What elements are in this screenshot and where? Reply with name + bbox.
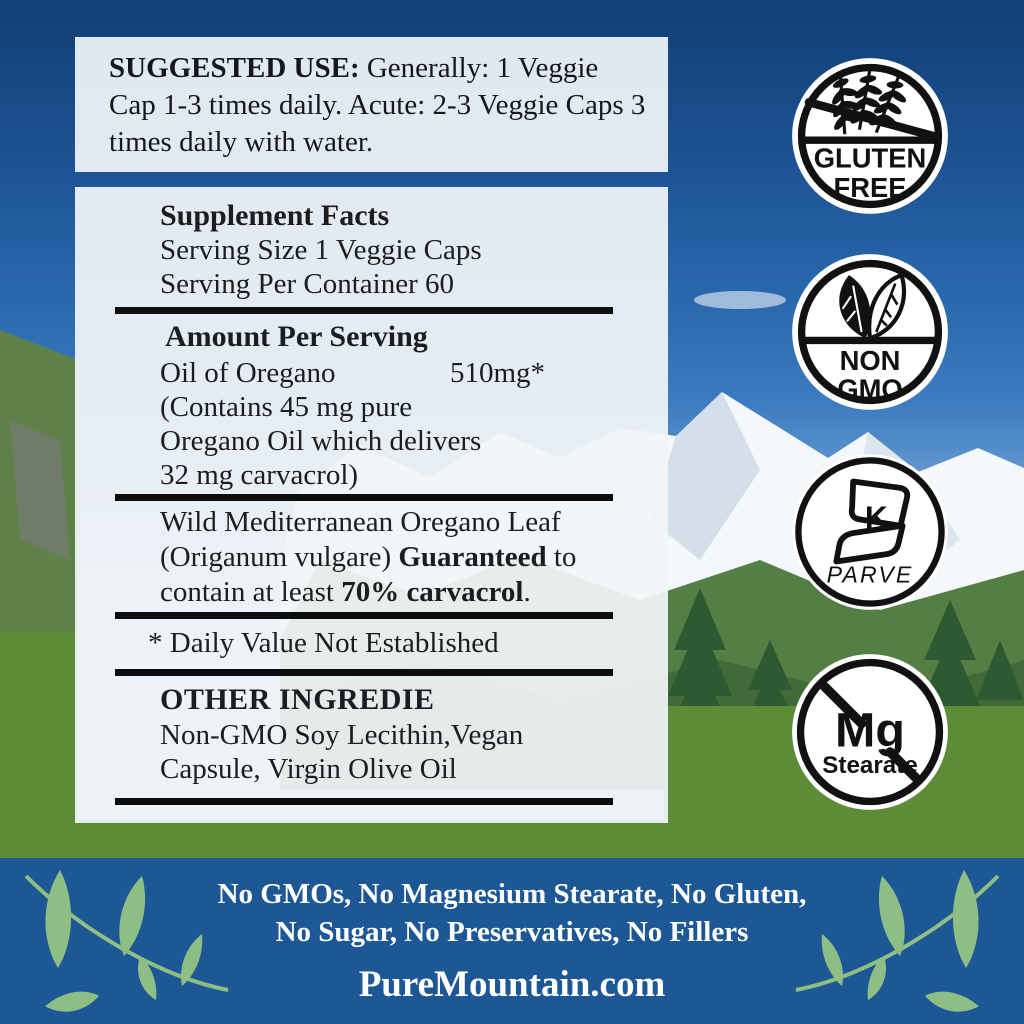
footer-claims-line-1: No GMOs, No Magnesium Stearate, No Gluten, [217, 878, 807, 910]
non-gmo-label-1: NON [839, 344, 901, 376]
ingredient-detail-line: (Contains 45 mg pure [160, 391, 413, 423]
ingredient-detail-line: 32 mg carvacrol) [160, 459, 359, 491]
guarantee-bold: 70% carvacrol [341, 576, 524, 608]
separator-bar [115, 798, 613, 805]
other-ingredients-line: Non-GMO Soy Lecithin,Vegan [160, 719, 524, 751]
separator-bar [115, 612, 613, 619]
kosher-k-letter: K [864, 498, 888, 535]
no-magnesium-stearate-badge [790, 652, 950, 812]
footer-claims-line-2: No Sugar, No Preservatives, No Fillers [275, 916, 749, 948]
suggested-use-label: SUGGESTED USE: [109, 52, 360, 84]
separator-bar [115, 669, 613, 676]
leaf-branch-icon [6, 868, 246, 1018]
suggested-use-box [75, 37, 668, 172]
leaf-branch-icon [778, 868, 1018, 1018]
kosher-parve-badge [790, 452, 950, 612]
flower-meadow [0, 820, 1024, 860]
guarantee-text: . [523, 576, 531, 608]
separator-bar [115, 494, 613, 501]
stearate-label: Stearate [822, 752, 918, 780]
mg-symbol: Mg [835, 703, 905, 758]
ingredient-amount: 510mg* [449, 357, 545, 389]
gluten-free-label-2: FREE [833, 172, 907, 204]
guarantee-text: to contain at least [160, 541, 577, 608]
guarantee-text: Wild Mediterranean Oregano Leaf (Origanum vulgare) [160, 506, 561, 573]
gluten-free-label-1: GLUTEN [813, 142, 927, 174]
suggested-use-text: Generally: 1 Veggie Cap 1-3 times daily. Acute: 2-3 Veggie Caps 3 times daily with water. [109, 52, 646, 158]
ingredient-detail-line: Oregano Oil which delivers [160, 425, 482, 457]
cloud [694, 291, 786, 309]
non-gmo-badge [790, 252, 950, 412]
servings-per-container: Serving Per Container 60 [160, 268, 454, 300]
footer-banner [0, 858, 1024, 1024]
ingredient-name: Oil of Oregano [160, 357, 336, 389]
guarantee-statement [160, 505, 638, 610]
daily-value-note: * Daily Value Not Established [148, 627, 499, 659]
serving-size: Serving Size 1 Veggie Caps [160, 234, 482, 266]
separator-bar [115, 307, 613, 314]
guarantee-bold: Guaranteed [398, 541, 547, 573]
non-gmo-label-2: GMO [837, 373, 903, 405]
supplement-facts-panel [75, 187, 668, 823]
other-ingredients-line: Capsule, Virgin Olive Oil [160, 753, 457, 785]
website-url: PureMountain.com [358, 964, 666, 1005]
ingredient-row [160, 356, 545, 390]
other-ingredients-label: OTHER INGREDIE [160, 683, 435, 716]
amount-per-serving-label: Amount Per Serving [165, 320, 428, 353]
supplement-facts-title: Supplement Facts [160, 199, 390, 232]
gluten-free-badge [790, 56, 950, 216]
parve-label: PARVE [826, 561, 914, 588]
